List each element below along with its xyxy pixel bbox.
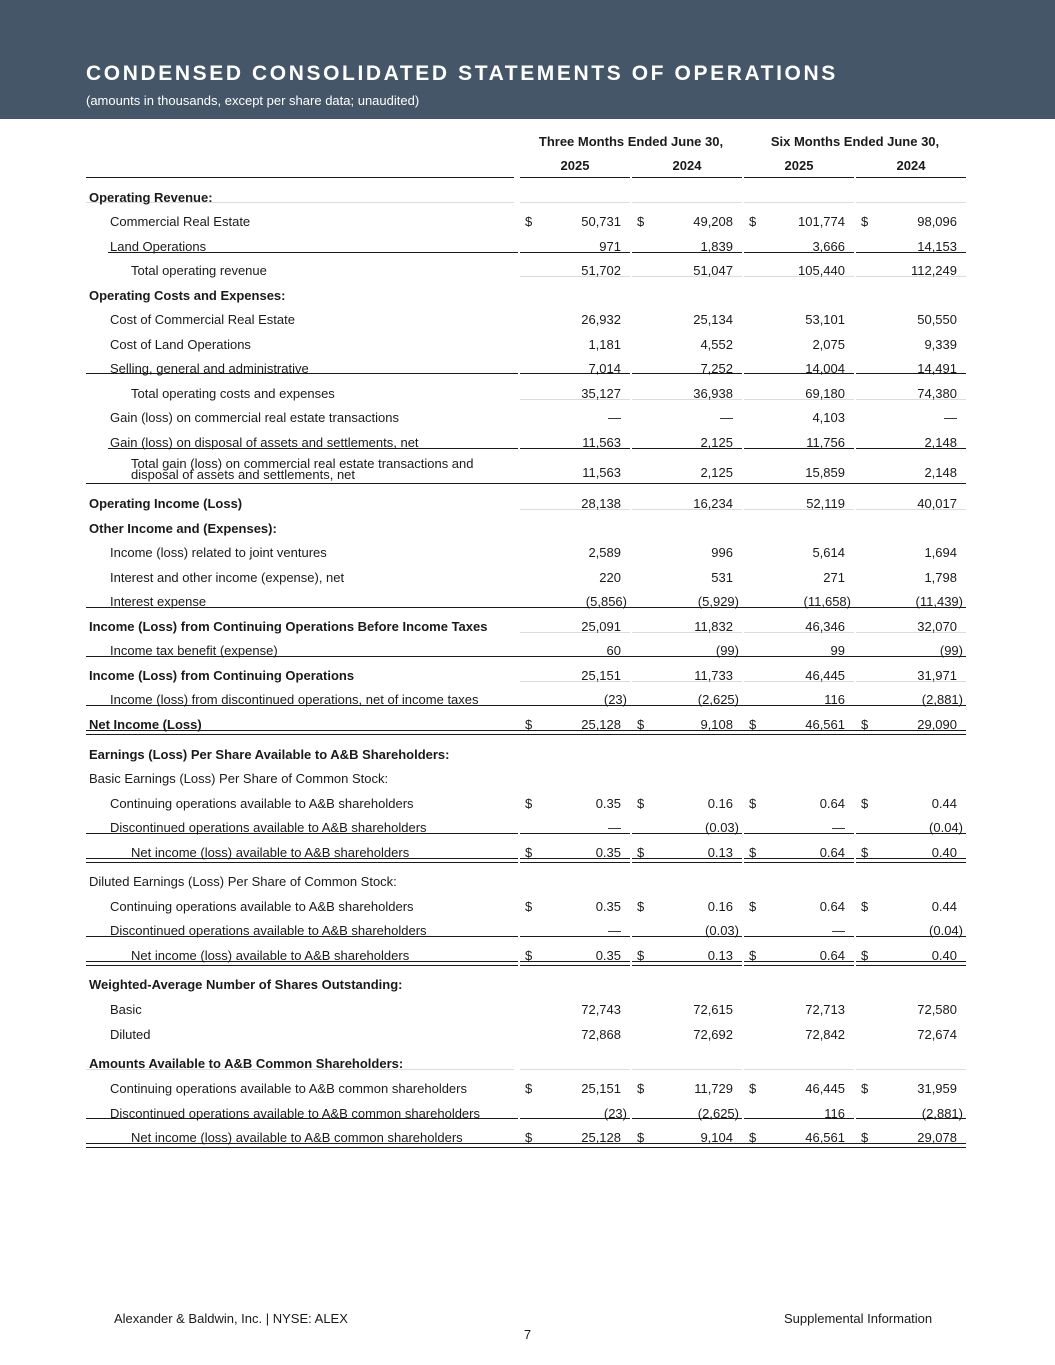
row-label: Gain (loss) on disposal of assets and settlements, net xyxy=(110,435,419,450)
table-rule xyxy=(744,1069,854,1070)
col-group-six-months: Six Months Ended June 30, xyxy=(770,134,940,149)
table-cell: 0.64 xyxy=(819,796,845,811)
table-cell: (11,658) xyxy=(803,594,851,609)
table-cell: 0.40 xyxy=(931,845,957,860)
currency-symbol: $ xyxy=(861,796,869,811)
currency-symbol: $ xyxy=(637,717,645,732)
table-rule xyxy=(520,177,630,178)
table-cell: — xyxy=(608,410,621,425)
currency-symbol: $ xyxy=(861,717,869,732)
currency-symbol: $ xyxy=(637,796,645,811)
currency-symbol: $ xyxy=(861,1130,869,1145)
table-cell: 72,615 xyxy=(693,1002,733,1017)
table-cell: 9,104 xyxy=(700,1130,733,1145)
table-cell: 46,445 xyxy=(805,1081,845,1096)
table-cell: 46,445 xyxy=(805,668,845,683)
currency-symbol: $ xyxy=(637,948,645,963)
table-cell: 101,774 xyxy=(798,214,845,229)
row-label: Income tax benefit (expense) xyxy=(110,643,278,658)
table-cell: 72,868 xyxy=(581,1027,621,1042)
table-cell: 51,702 xyxy=(581,263,621,278)
table-cell: 52,119 xyxy=(806,496,845,511)
row-label: Other Income and (Expenses): xyxy=(89,521,277,536)
table-cell: 46,561 xyxy=(805,1130,845,1145)
table-rule xyxy=(744,202,854,203)
table-cell: 11,832 xyxy=(694,619,733,634)
currency-symbol: $ xyxy=(525,214,533,229)
table-cell: 0.40 xyxy=(931,948,957,963)
row-label: Continuing operations available to A&B shareholders xyxy=(110,796,414,811)
table-cell: 2,148 xyxy=(924,435,957,450)
currency-symbol: $ xyxy=(861,899,869,914)
table-rule xyxy=(856,177,966,178)
table-cell: 0.44 xyxy=(931,796,957,811)
table-cell: 0.16 xyxy=(707,796,733,811)
table-cell: (5,856) xyxy=(585,594,627,609)
table-cell: 11,733 xyxy=(694,668,733,683)
table-cell: 25,128 xyxy=(581,1130,621,1145)
table-cell: — xyxy=(832,820,845,835)
currency-symbol: $ xyxy=(525,1081,533,1096)
table-cell: (5,929) xyxy=(697,594,739,609)
table-cell: (0.03) xyxy=(705,923,739,938)
table-cell: 2,125 xyxy=(700,465,733,480)
table-cell: 40,017 xyxy=(917,496,957,511)
table-cell: 28,138 xyxy=(581,496,621,511)
table-cell: 25,134 xyxy=(693,312,733,327)
table-cell: 112,249 xyxy=(910,263,957,278)
table-cell: 2,125 xyxy=(700,435,733,450)
currency-symbol: $ xyxy=(525,717,533,732)
page-header xyxy=(0,0,1055,119)
table-cell: 7,252 xyxy=(700,361,733,376)
table-cell: 531 xyxy=(711,570,733,585)
row-label: Weighted-Average Number of Shares Outstanding: xyxy=(89,977,403,992)
row-label: Income (Loss) from Continuing Operations Before Income Taxes xyxy=(89,619,488,634)
row-label: Operating Costs and Expenses: xyxy=(89,288,286,303)
table-cell: 7,014 xyxy=(588,361,621,376)
table-cell: 72,713 xyxy=(805,1002,845,1017)
table-cell: 32,070 xyxy=(917,619,957,634)
table-cell: (0.03) xyxy=(705,820,739,835)
table-cell: (2,881) xyxy=(921,692,963,707)
row-label: Income (loss) related to joint ventures xyxy=(110,545,327,560)
page-number: 7 xyxy=(523,1327,532,1342)
table-cell: 50,550 xyxy=(917,312,957,327)
table-cell: 26,932 xyxy=(581,312,621,327)
table-cell: 51,047 xyxy=(693,263,733,278)
table-cell: 25,128 xyxy=(581,717,621,732)
table-cell: 0.64 xyxy=(819,948,845,963)
table-cell: — xyxy=(720,410,733,425)
table-cell: 116 xyxy=(824,692,845,707)
row-label: Basic xyxy=(110,1002,142,1017)
table-cell: — xyxy=(944,410,957,425)
row-label: Continuing operations available to A&B common shareholders xyxy=(110,1081,467,1096)
table-cell: 72,692 xyxy=(693,1027,733,1042)
table-cell: 11,563 xyxy=(582,465,621,480)
row-label: Income (Loss) from Continuing Operations xyxy=(89,668,355,683)
currency-symbol: $ xyxy=(525,845,533,860)
table-cell: 1,181 xyxy=(588,337,621,352)
currency-symbol: $ xyxy=(749,899,757,914)
table-cell: 11,756 xyxy=(806,435,845,450)
table-cell: 29,078 xyxy=(917,1130,957,1145)
table-cell: (2,625) xyxy=(697,1106,739,1121)
table-cell: 0.13 xyxy=(707,948,733,963)
currency-symbol: $ xyxy=(525,796,533,811)
col-group-three-months: Three Months Ended June 30, xyxy=(538,134,724,149)
table-cell: 31,971 xyxy=(917,668,957,683)
currency-symbol: $ xyxy=(861,1081,869,1096)
col-year-4: 2024 xyxy=(896,158,926,173)
table-rule xyxy=(632,202,742,203)
table-cell: 105,440 xyxy=(798,263,845,278)
table-cell: (2,625) xyxy=(697,692,739,707)
table-rule xyxy=(520,202,630,203)
currency-symbol: $ xyxy=(749,948,757,963)
row-label: Basic Earnings (Loss) Per Share of Common Stock: xyxy=(89,771,389,786)
row-label: Operating Revenue: xyxy=(89,190,213,205)
currency-symbol: $ xyxy=(637,899,645,914)
col-year-2: 2024 xyxy=(672,158,702,173)
currency-symbol: $ xyxy=(525,1130,533,1145)
table-cell: 2,075 xyxy=(812,337,845,352)
row-label: Operating Income (Loss) xyxy=(89,496,243,511)
currency-symbol: $ xyxy=(861,948,869,963)
table-cell: 9,339 xyxy=(924,337,957,352)
row-label: Income (loss) from discontinued operations, net of income taxes xyxy=(110,692,479,707)
row-label: Continuing operations available to A&B shareholders xyxy=(110,899,414,914)
table-cell: 46,346 xyxy=(805,619,845,634)
table-cell: (0.04) xyxy=(929,923,963,938)
table-cell: 69,180 xyxy=(805,386,845,401)
row-label: Net Income (Loss) xyxy=(89,717,202,732)
currency-symbol: $ xyxy=(749,796,757,811)
table-cell: 0.35 xyxy=(595,796,621,811)
table-cell: 15,859 xyxy=(805,465,845,480)
row-label: Discontinued operations available to A&B shareholders xyxy=(110,820,427,835)
row-label: Earnings (Loss) Per Share Available to A&B Shareholders: xyxy=(89,747,450,762)
table-cell: 4,552 xyxy=(700,337,733,352)
table-cell: 74,380 xyxy=(917,386,957,401)
currency-symbol: $ xyxy=(749,1130,757,1145)
table-rule xyxy=(632,1069,742,1070)
row-label: Cost of Commercial Real Estate xyxy=(110,312,295,327)
table-cell: (0.04) xyxy=(929,820,963,835)
table-cell: 9,108 xyxy=(700,717,733,732)
table-cell: 25,091 xyxy=(581,619,621,634)
col-year-1: 2025 xyxy=(560,158,590,173)
table-cell: 36,938 xyxy=(693,386,733,401)
table-cell: 25,151 xyxy=(581,668,621,683)
table-cell: 0.35 xyxy=(595,948,621,963)
table-cell: 2,589 xyxy=(588,545,621,560)
table-rule xyxy=(856,1069,966,1070)
col-year-3: 2025 xyxy=(784,158,814,173)
row-label: Discontinued operations available to A&B shareholders xyxy=(110,923,427,938)
table-cell: 49,208 xyxy=(693,214,733,229)
currency-symbol: $ xyxy=(861,214,869,229)
table-cell: 25,151 xyxy=(581,1081,621,1096)
table-cell: 46,561 xyxy=(805,717,845,732)
row-label: Land Operations xyxy=(110,239,207,254)
table-cell: 0.64 xyxy=(819,899,845,914)
table-cell: 35,127 xyxy=(581,386,621,401)
table-cell: 72,842 xyxy=(805,1027,845,1042)
table-cell: 1,839 xyxy=(700,239,733,254)
table-cell: 14,004 xyxy=(805,361,845,376)
table-cell: 116 xyxy=(824,1106,845,1121)
table-cell: 50,731 xyxy=(581,214,621,229)
table-cell: 72,580 xyxy=(917,1002,957,1017)
table-cell: (23) xyxy=(603,692,627,707)
table-cell: 0.13 xyxy=(707,845,733,860)
table-cell: 99 xyxy=(830,643,845,658)
table-cell: 0.64 xyxy=(819,845,845,860)
table-cell: 0.16 xyxy=(707,899,733,914)
table-cell: (99) xyxy=(939,643,963,658)
table-cell: 31,959 xyxy=(917,1081,957,1096)
table-cell: — xyxy=(608,820,621,835)
currency-symbol: $ xyxy=(749,1081,757,1096)
table-cell: 996 xyxy=(711,545,733,560)
footer-company: Alexander & Baldwin, Inc. | NYSE: ALEX xyxy=(114,1311,348,1326)
table-cell: 2,148 xyxy=(924,465,957,480)
row-label: Amounts Available to A&B Common Shareholders: xyxy=(89,1056,404,1071)
table-cell: (11,439) xyxy=(915,594,963,609)
table-cell: 971 xyxy=(599,239,621,254)
table-cell: 72,743 xyxy=(581,1002,621,1017)
row-label: Diluted xyxy=(110,1027,151,1042)
table-rule xyxy=(86,177,514,178)
table-cell: 16,234 xyxy=(693,496,733,511)
currency-symbol: $ xyxy=(637,1130,645,1145)
currency-symbol: $ xyxy=(525,899,533,914)
row-label: Interest expense xyxy=(110,594,207,609)
table-cell: 0.35 xyxy=(595,899,621,914)
table-cell: 0.35 xyxy=(595,845,621,860)
table-cell: 29,090 xyxy=(917,717,957,732)
currency-symbol: $ xyxy=(749,214,757,229)
table-cell: 0.44 xyxy=(931,899,957,914)
table-cell: (2,881) xyxy=(921,1106,963,1121)
table-cell: 220 xyxy=(599,570,621,585)
table-cell: 60 xyxy=(606,643,621,658)
currency-symbol: $ xyxy=(637,1081,645,1096)
page-subtitle: (amounts in thousands, except per share data; unaudited) xyxy=(86,93,420,108)
table-rule xyxy=(632,177,742,178)
table-cell: 1,694 xyxy=(924,545,957,560)
currency-symbol: $ xyxy=(525,948,533,963)
table-cell: — xyxy=(832,923,845,938)
currency-symbol: $ xyxy=(749,717,757,732)
table-cell: 271 xyxy=(823,570,845,585)
table-cell: (23) xyxy=(603,1106,627,1121)
row-label: Net income (loss) available to A&B shareholders xyxy=(131,948,410,963)
row-label: Commercial Real Estate xyxy=(110,214,251,229)
table-cell: 14,491 xyxy=(917,361,957,376)
row-label: Total operating revenue xyxy=(131,263,267,278)
row-label: Discontinued operations available to A&B common shareholders xyxy=(110,1106,480,1121)
row-label: Diluted Earnings (Loss) Per Share of Common Stock: xyxy=(89,874,397,889)
table-rule xyxy=(86,483,966,484)
row-label: Selling, general and administrative xyxy=(110,361,309,376)
table-cell: 11,563 xyxy=(582,435,621,450)
table-rule xyxy=(520,1069,630,1070)
table-cell: 3,666 xyxy=(812,239,845,254)
table-cell: 14,153 xyxy=(917,239,957,254)
currency-symbol: $ xyxy=(637,845,645,860)
table-cell: 4,103 xyxy=(812,410,845,425)
table-cell: 5,614 xyxy=(812,545,845,560)
table-cell: 1,798 xyxy=(924,570,957,585)
row-label: Net income (loss) available to A&B shareholders xyxy=(131,845,410,860)
table-cell: — xyxy=(608,923,621,938)
table-cell: 98,096 xyxy=(917,214,957,229)
page-title: CONDENSED CONSOLIDATED STATEMENTS OF OPERATIONS xyxy=(86,62,838,85)
currency-symbol: $ xyxy=(637,214,645,229)
currency-symbol: $ xyxy=(861,845,869,860)
table-rule xyxy=(856,202,966,203)
footer-section: Supplemental Information xyxy=(784,1311,933,1326)
row-label: Total gain (loss) on commercial real estate transactions and disposal of assets and settlements, net xyxy=(131,456,474,482)
table-cell: 72,674 xyxy=(917,1027,957,1042)
currency-symbol: $ xyxy=(749,845,757,860)
row-label: Net income (loss) available to A&B common shareholders xyxy=(131,1130,463,1145)
row-label: Interest and other income (expense), net xyxy=(110,570,345,585)
row-label: Gain (loss) on commercial real estate transactions xyxy=(110,410,400,425)
row-label: Total operating costs and expenses xyxy=(131,386,335,401)
table-cell: (99) xyxy=(715,643,739,658)
row-label: Cost of Land Operations xyxy=(110,337,251,352)
table-cell: 53,101 xyxy=(805,312,845,327)
table-cell: 11,729 xyxy=(694,1081,733,1096)
table-rule xyxy=(744,177,854,178)
